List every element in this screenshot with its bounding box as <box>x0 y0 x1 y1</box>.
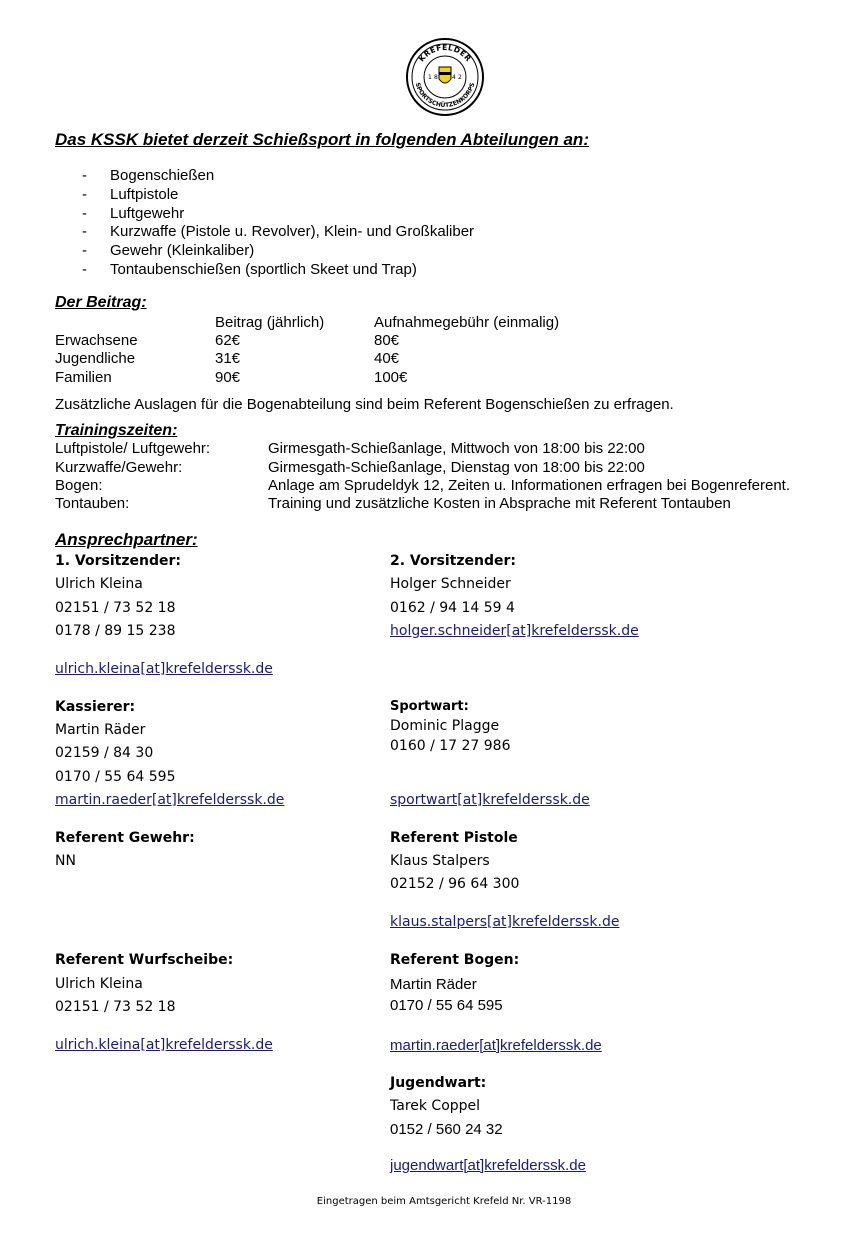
clay-email-link[interactable]: ulrich.kleina[at]krefelderssk.de <box>55 1037 273 1053</box>
bow-phone: 0170 / 55 64 595 <box>390 997 503 1014</box>
rifle-name: NN <box>55 853 76 869</box>
fee-column-header: Beitrag (jährlich) <box>215 314 325 331</box>
chair2-phone: 0162 / 94 14 59 4 <box>390 600 515 616</box>
list-item: - Kurzwaffe (Pistole u. Revolver), Klein- und Großkaliber <box>82 223 475 240</box>
clay-phone: 02151 / 73 52 18 <box>55 999 176 1015</box>
training-dept: Kurzwaffe/Gewehr: <box>55 459 183 476</box>
logo-digit-2: 8 <box>434 74 438 81</box>
treasurer-mobile: 0170 / 55 64 595 <box>55 769 176 785</box>
bow-email-link[interactable]: martin.raeder[at]krefelderssk.de <box>390 1037 602 1054</box>
training-info: Training und zusätzliche Kosten in Absprache mit Referent Tontauben <box>268 495 731 512</box>
fee-value: 62€ <box>215 332 241 349</box>
fees-heading: Der Beitrag: <box>55 294 147 311</box>
treasurer-role: Kassierer: <box>55 699 136 715</box>
club-logo <box>405 37 485 117</box>
chair1-mobile: 0178 / 89 15 238 <box>55 623 176 639</box>
admission-value: 100€ <box>374 369 408 386</box>
fee-group: Erwachsene <box>55 332 138 349</box>
pistol-name: Klaus Stalpers <box>390 853 490 869</box>
contacts-heading: Ansprechpartner: <box>55 530 198 549</box>
logo-digit-1: 1 <box>428 74 432 81</box>
training-info: Girmesgath-Schießanlage, Mittwoch von 18:00 bis 22:00 <box>268 440 645 457</box>
training-dept: Luftpistole/ Luftgewehr: <box>55 440 211 457</box>
youth-name: Tarek Coppel <box>390 1098 481 1114</box>
sport-name: Dominic Plagge <box>390 718 500 734</box>
fee-value: 31€ <box>215 350 241 367</box>
treasurer-email-link[interactable]: martin.raeder[at]krefelderssk.de <box>55 792 285 808</box>
page-title: Das KSSK bietet derzeit Schießsport in folgenden Abteilungen an: <box>55 130 589 149</box>
fee-group: Familien <box>55 369 112 386</box>
logo-digit-4: 2 <box>458 74 462 81</box>
sport-email-link[interactable]: sportwart[at]krefelderssk.de <box>390 792 590 808</box>
footer-registration: Eingetragen beim Amtsgericht Krefeld Nr. VR-1198 <box>316 1196 572 1207</box>
training-dept: Tontauben: <box>55 495 130 512</box>
clay-name: Ulrich Kleina <box>55 976 143 992</box>
list-item: - Luftpistole <box>82 186 179 203</box>
list-item: - Luftgewehr <box>82 205 185 222</box>
treasurer-name: Martin Räder <box>55 722 146 738</box>
chair1-phone: 02151 / 73 52 18 <box>55 600 176 616</box>
training-info: Anlage am Sprudeldyk 12, Zeiten u. Informationen erfragen bei Bogenreferent. <box>268 477 790 494</box>
chair2-name: Holger Schneider <box>390 576 511 592</box>
fees-note: Zusätzliche Auslagen für die Bogenabteilung sind beim Referent Bogenschießen zu erfragen. <box>55 396 674 413</box>
training-info: Girmesgath-Schießanlage, Dienstag von 18:00 bis 22:00 <box>268 459 645 476</box>
admission-column-header: Aufnahmegebühr (einmalig) <box>374 314 560 331</box>
chair1-name: Ulrich Kleina <box>55 576 143 592</box>
list-item: - Gewehr (Kleinkaliber) <box>82 242 255 259</box>
list-item: - Bogenschießen <box>82 167 215 184</box>
sport-phone: 0160 / 17 27 986 <box>390 738 511 754</box>
admission-value: 40€ <box>374 350 400 367</box>
sport-role: Sportwart: <box>390 699 469 714</box>
treasurer-phone: 02159 / 84 30 <box>55 745 154 761</box>
pistol-email-link[interactable]: klaus.stalpers[at]krefelderssk.de <box>390 914 620 930</box>
logo-digit-3: 4 <box>452 74 456 81</box>
fee-group: Jugendliche <box>55 350 136 367</box>
rifle-role: Referent Gewehr: <box>55 830 195 846</box>
clay-role: Referent Wurfscheibe: <box>55 952 234 968</box>
chair1-email-link[interactable]: ulrich.kleina[at]krefelderssk.de <box>55 661 273 677</box>
pistol-role: Referent Pistole <box>390 830 518 846</box>
youth-role: Jugendwart: <box>390 1075 487 1091</box>
list-item: - Tontaubenschießen (sportlich Skeet und Trap) <box>82 261 417 278</box>
youth-phone: 0152 / 560 24 32 <box>390 1121 503 1138</box>
admission-value: 80€ <box>374 332 400 349</box>
pistol-phone: 02152 / 96 64 300 <box>390 876 520 892</box>
bow-name: Martin Räder <box>390 976 477 993</box>
training-heading: Trainingszeiten: <box>55 422 178 439</box>
chair2-role: 2. Vorsitzender: <box>390 553 516 569</box>
chair2-email-link[interactable]: holger.schneider[at]krefelderssk.de <box>390 623 639 639</box>
training-dept: Bogen: <box>55 477 103 494</box>
fee-value: 90€ <box>215 369 241 386</box>
bow-role: Referent Bogen: <box>390 952 520 968</box>
logo-bottom-text: SPORTSCHÜTZENKORPS <box>413 81 477 110</box>
chair1-role: 1. Vorsitzender: <box>55 553 181 569</box>
logo-top-text: KREFELDER <box>416 42 474 64</box>
youth-email-link[interactable]: jugendwart[at]krefelderssk.de <box>390 1157 586 1174</box>
